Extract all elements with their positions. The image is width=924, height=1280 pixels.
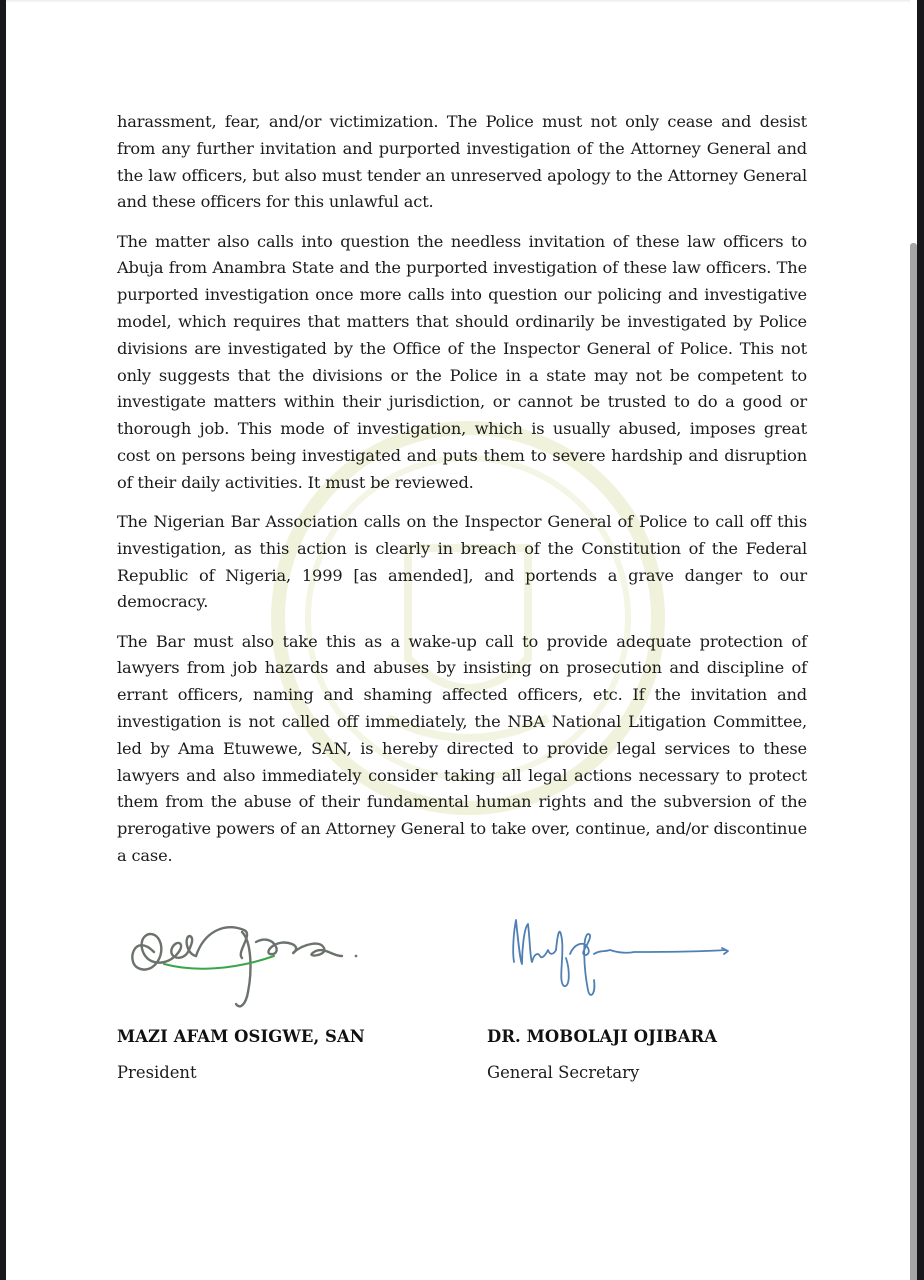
document-page (6, 0, 917, 1280)
signature-dot (355, 955, 358, 958)
general-secretary-signature-icon (504, 910, 744, 1006)
general-secretary-title: General Secretary (487, 1063, 640, 1082)
president-name: MAZI AFAM OSIGWE, SAN (117, 1027, 365, 1046)
paragraph-wake-up-call: The Bar must also take this as a wake-up call to provide adequate protection of lawyers from job hazards and abuses by insisting on prosecution and discipline of errant officers, naming and shaming affected officers, etc. If the invitation and investigation is not called off immediately, the NBA National Litigation Committee, led by Ama Etuwewe, SAN, is hereby directed to provide legal services to these lawyers and also immediately consider taking all legal actions necessary to protect them from the abuse of their fundamental human rights and the subversion of the prerogative powers of an Attorney General to take over, continue, and/or discontinue a case. (117, 631, 807, 865)
general-secretary-name: DR. MOBOLAJI OJIBARA (487, 1027, 718, 1046)
paragraph-call-off-investigation: The Nigerian Bar Association calls on the Inspector General of Police to call off this investigation, as this action is clearly in breach of the Constitution of the Federal Republic of Nigeria, 1999 [as amended], and portends a grave danger to our democracy. (117, 511, 807, 612)
president-signature-icon (124, 912, 364, 1012)
president-title: President (117, 1063, 197, 1082)
paragraph-apology-demand: harassment, fear, and/or victimization. The Police must not only cease and desist from any further invitation and purported investigation of the Attorney General and the law officers, but also must tender an unreserved apology to the Attorney General and these officers for this unlawful act. (117, 112, 807, 212)
scrollbar-thumb[interactable] (910, 243, 917, 1280)
letter-body (117, 109, 807, 882)
paragraph-investigation-model: The matter also calls into question the needless invitation of these law officers to Abuja from Anambra State and the purported investigation of these law officers. The purported investigation once more calls into question our policing and investigative model, which requires that matters that should ordinarily be investigated by Police divisions are investigated by the Office of the Inspector General of Police. This not only suggests that the divisions or the Police in a state may not be competent to investigate matters within their jurisdiction, or cannot be trusted to do a good or thorough job. This mode of investigation, which is usually abused, imposes great cost on persons being investigated and puts them to severe hardship and disruption of their daily activities. It must be reviewed. (117, 231, 807, 492)
